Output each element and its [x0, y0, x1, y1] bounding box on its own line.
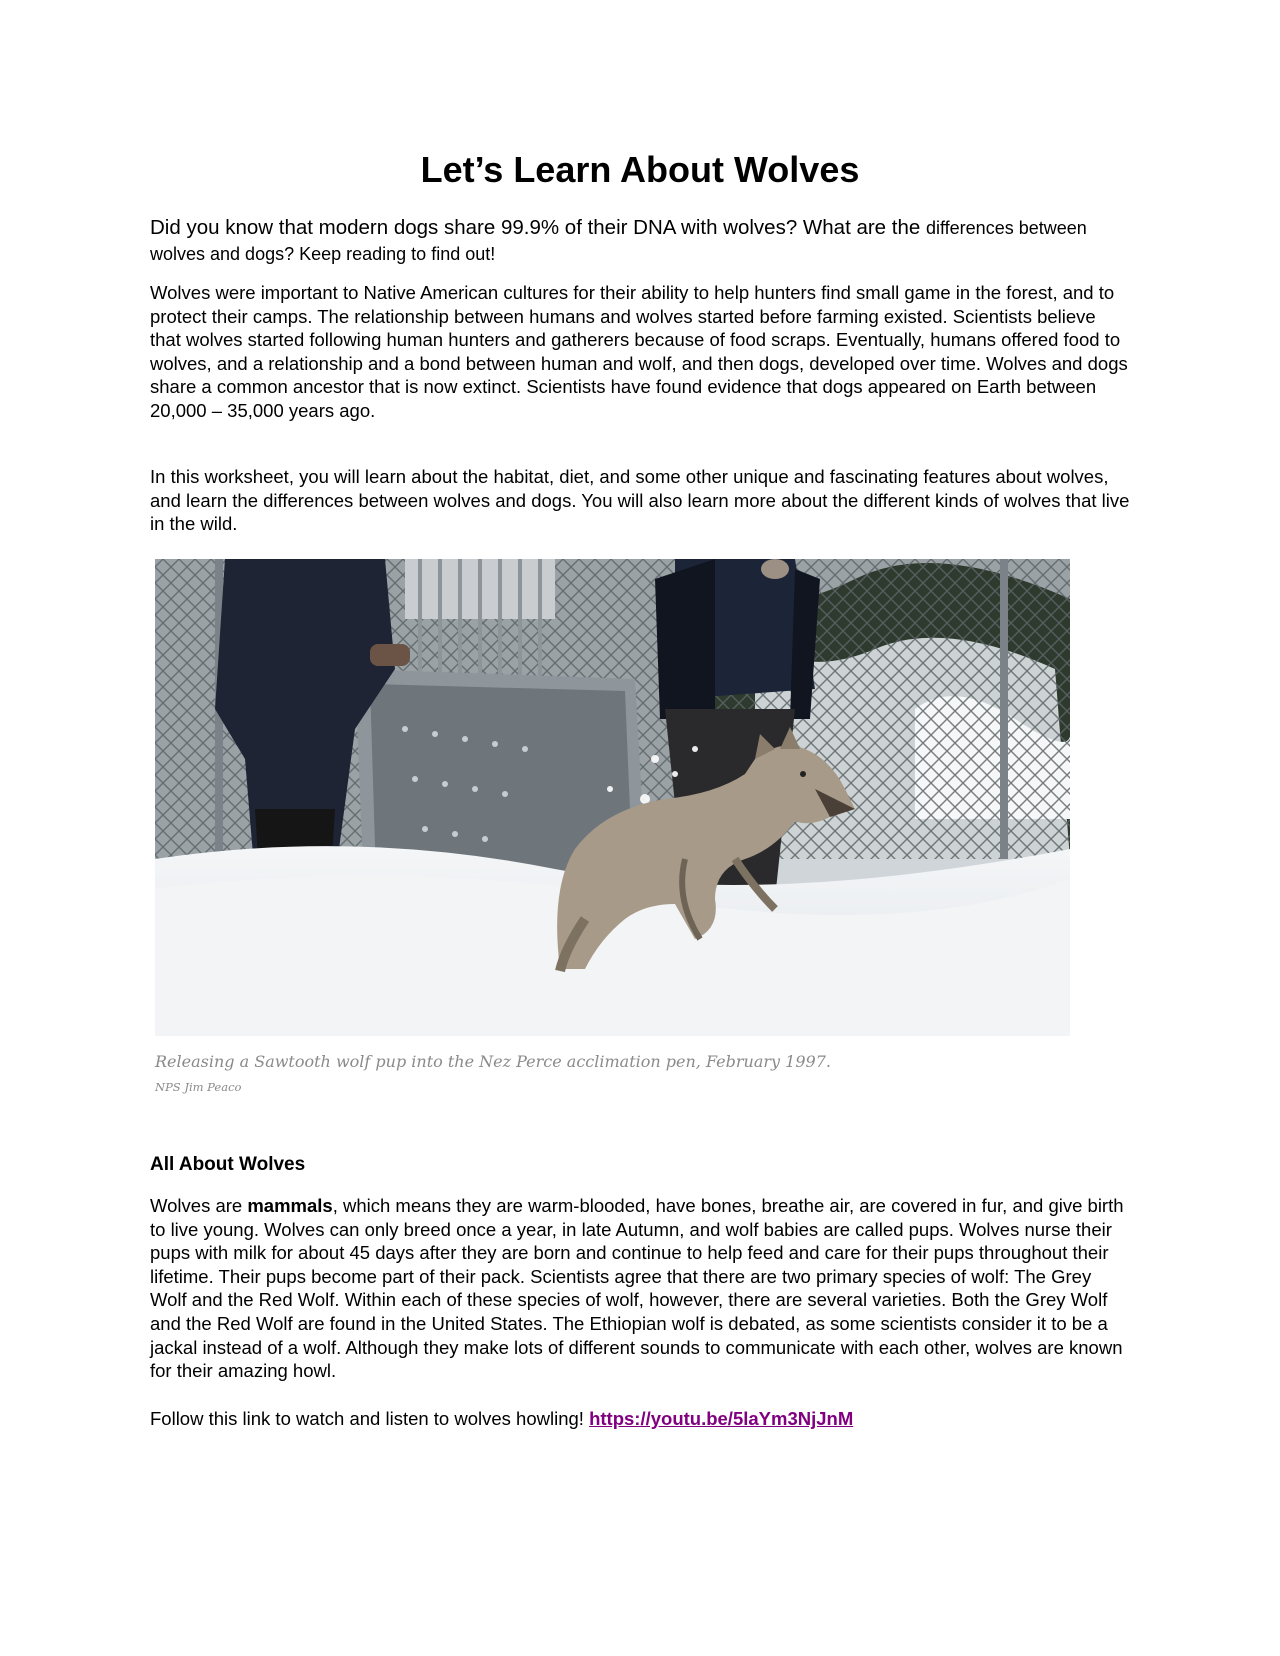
howling-link-line: [150, 1407, 1130, 1431]
youtube-link[interactable]: https://youtu.be/5laYm3NjJnM: [589, 1408, 854, 1429]
link-prompt: Follow this link to watch and listen to wolves howling!: [150, 1408, 590, 1429]
photo-credit: NPS Jim Peaco: [155, 1080, 242, 1094]
intro-paragraph: [150, 215, 1130, 267]
history-paragraph: Wolves were important to Native American cultures for their ability to help hunters find small game in the forest, and to protect their camps. The relationship between humans and wolves started before farming existed. Scientists believe that wolves started following human hunters and gatherers because of food scraps. Eventually, humans offered food to wolves, and a relationship and a bond between human and wolf, and then dogs, developed over time. Wolves and dogs share a common ancestor that is now extinct. Scientists have found evidence that dogs appeared on Earth between 20,000 – 35,000 years ago.: [150, 282, 1128, 421]
mammals-bold-term: mammals: [247, 1195, 333, 1216]
section-heading: All About Wolves: [150, 1154, 306, 1175]
wolf-release-photo: [155, 559, 1070, 1036]
intro-lead-small: differences between wolves and dogs? Keep reading to find out!: [150, 218, 1087, 264]
all-about-wolves-paragraph: [150, 1194, 1130, 1383]
body-text-rest: , which means they are warm-blooded, have bones, breathe air, are covered in fur, and give birth to live young. Wolves can only breed once a year, in late Autumn, and wolf babies are called pups. Wolves nurse their pups with milk for about 45 days after they are born and continue to help feed and care for their pups throughout their lifetime. Their pups become part of their pack. Scientists agree that there are two primary species of wolf: The Grey Wolf and the Red Wolf. Within each of these species of wolf, however, there are several varieties. Both the Grey Wolf and the Red Wolf are found in the United States. The Ethiopian wolf is debated, as some scientists consider it to be a jackal instead of a wolf. Although they make lots of different sounds to communicate with each other, wolves are known for their amazing howl.: [150, 1195, 1124, 1382]
body-text-start: Wolves are: [150, 1195, 248, 1216]
photo-caption: Releasing a Sawtooth wolf pup into the Nez Perce acclimation pen, February 1997.: [155, 1052, 831, 1071]
page-title: Let’s Learn About Wolves: [420, 149, 860, 190]
worksheet-overview-paragraph: In this worksheet, you will learn about the habitat, diet, and some other unique and fascinating features about wolves, and learn the differences between wolves and dogs. You will also learn more about the different kinds of wolves that live in the wild.: [150, 466, 1130, 535]
intro-lead: Did you know that modern dogs share 99.9% of their DNA with wolves? What are the: [150, 216, 926, 239]
